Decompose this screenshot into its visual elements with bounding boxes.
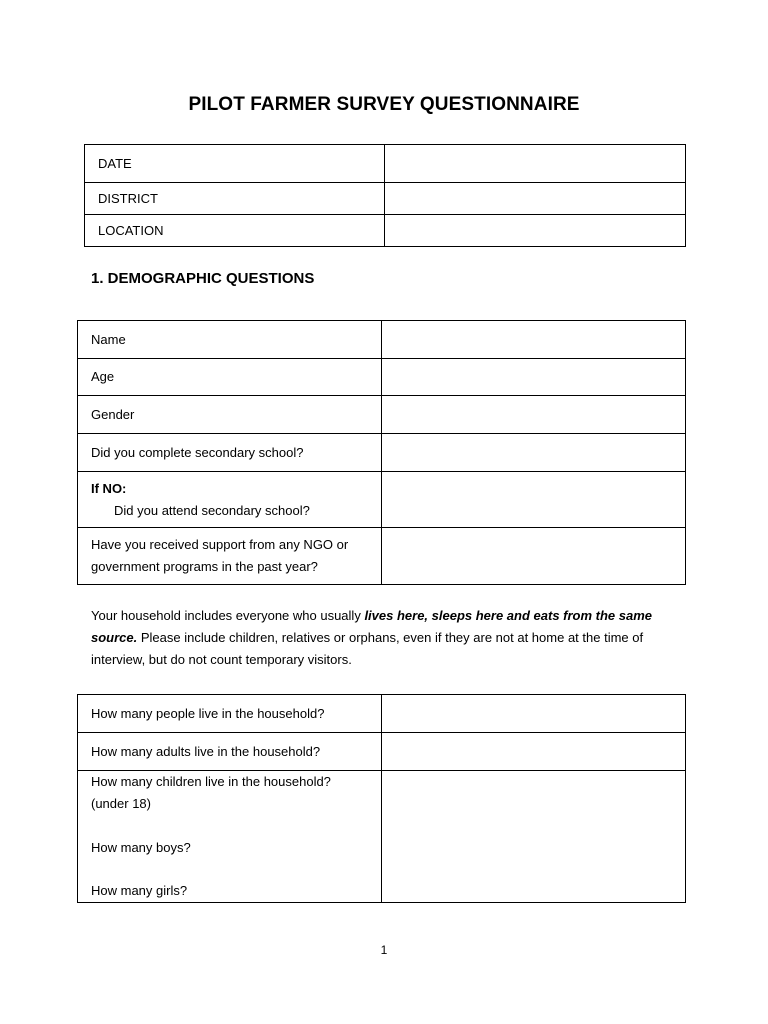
location-label: LOCATION: [85, 215, 385, 247]
if-no-label: If NO:: [91, 480, 127, 496]
page-number: 1: [380, 943, 388, 957]
people-field[interactable]: [382, 695, 686, 733]
district-field[interactable]: [385, 183, 686, 215]
gender-field[interactable]: [382, 396, 686, 434]
support-label-line1: Have you received support from any NGO or: [91, 537, 349, 552]
children-label-line2: (under 18): [91, 796, 151, 811]
gender-label: Gender: [78, 396, 382, 434]
date-label: DATE: [85, 145, 385, 183]
support-label-line2: government programs in the past year?: [91, 559, 318, 574]
boys-label: How many boys?: [91, 840, 191, 855]
children-field[interactable]: [382, 771, 686, 903]
demographic-table: [77, 320, 686, 585]
name-label: Name: [78, 321, 382, 359]
people-label: How many people live in the household?: [78, 695, 382, 733]
date-field[interactable]: [385, 145, 686, 183]
name-field[interactable]: [382, 321, 686, 359]
household-definition-paragraph: [91, 605, 691, 671]
support-cell: [78, 528, 382, 585]
girls-label: How many girls?: [91, 883, 188, 898]
header-info-table: [84, 144, 686, 247]
attend-secondary-label: Did you attend secondary school?: [114, 502, 310, 518]
support-field[interactable]: [382, 528, 686, 585]
paragraph-emphasis: lives here, sleeps here and eats from the same source.: [91, 608, 653, 645]
adults-field[interactable]: [382, 733, 686, 771]
section-heading-demographic: 1. DEMOGRAPHIC QUESTIONS: [91, 270, 315, 287]
paragraph-text-2: Please include children, relatives or orphans, even if they are not at home at the time of interview, but do not count temporary visitors.: [91, 630, 644, 667]
if-no-cell: [78, 472, 382, 528]
age-field[interactable]: [382, 359, 686, 396]
page-title: PILOT FARMER SURVEY QUESTIONNAIRE: [188, 94, 580, 115]
adults-label: How many adults live in the household?: [78, 733, 382, 771]
age-label: Age: [78, 359, 382, 396]
location-field[interactable]: [385, 215, 686, 247]
secondary-school-label: Did you complete secondary school?: [78, 434, 382, 472]
attend-secondary-field[interactable]: [382, 472, 686, 528]
children-label-line1: How many children live in the household?: [91, 774, 331, 789]
household-table: [77, 694, 686, 903]
district-label: DISTRICT: [85, 183, 385, 215]
paragraph-text-1: Your household includes everyone who usually: [91, 608, 365, 623]
secondary-school-field[interactable]: [382, 434, 686, 472]
children-cell: [78, 771, 382, 903]
